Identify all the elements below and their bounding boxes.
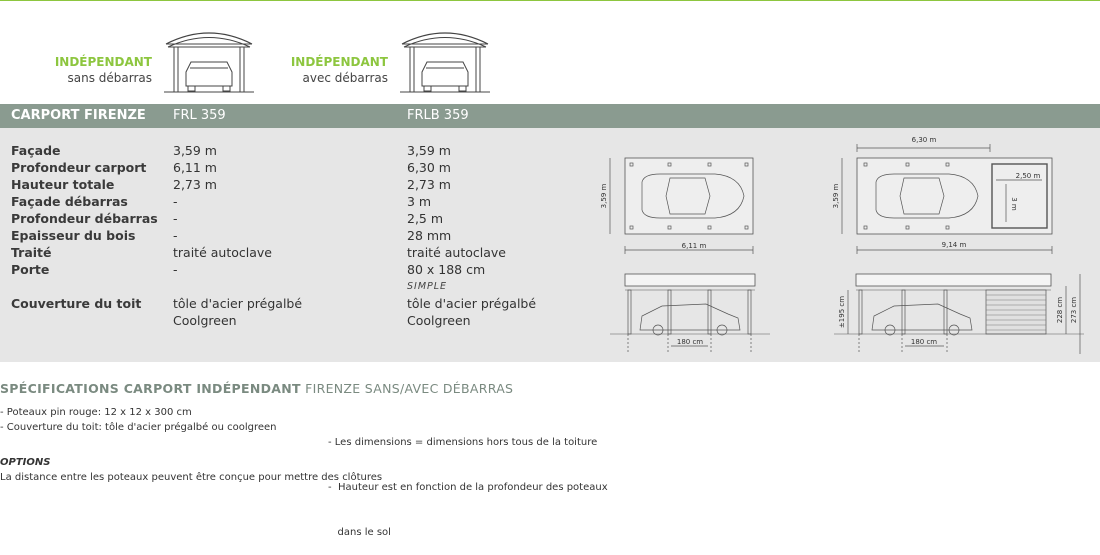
value: 6,11 m [173,160,217,175]
dim-depth: 3,59 m [600,183,608,209]
col2-values [407,142,536,329]
value: tôle d'acier prégalbé [407,296,537,311]
plan-view-sans-debarras [600,152,770,260]
value: 6,30 m [407,160,451,175]
door-type: SIMPLE [407,281,448,292]
value: 2,5 m [407,211,444,226]
label-facade-debarras: Façade débarras [11,194,128,209]
value: 80 x 188 cm [407,262,486,277]
variant-avec-debarras-title [276,54,388,86]
dim-top: 6,30 m [911,136,937,144]
elevation-avec-debarras [834,270,1084,356]
carport-front-icon [400,28,490,94]
table-header [0,104,1100,128]
value: Coolgreen [407,313,471,328]
value: tôle d'acier prégalbé [173,296,303,311]
value: 28 mm [407,228,452,243]
dim-depth: 3,59 m [832,183,840,209]
value: 2,73 m [407,177,451,192]
value: 3,59 m [173,143,217,158]
value: Coolgreen [173,313,237,328]
dim-height-b: 273 cm [1070,296,1078,324]
note-item: - Couverture du toit: tôle d'acier prégalbé ou coolgreen [0,422,277,433]
variant-sans-debarras-title [40,54,152,86]
top-divider [0,0,1100,1]
value: - [173,211,178,226]
spec-title-rest: FIRENZE SANS/AVEC DÉBARRAS [300,381,514,396]
label-traite: Traité [11,245,52,260]
plan-view-avec-debarras [830,132,1060,260]
note-item: dans le sol [328,527,391,538]
value: 3,59 m [407,143,451,158]
label-hauteur: Hauteur totale [11,177,115,192]
spec-table [0,128,1100,362]
specifications-title [0,381,513,396]
table-title: CARPORT FIRENZE [11,108,146,123]
value: traité autoclave [173,245,272,260]
dim-shed-width: 2,50 m [1015,172,1041,180]
variant-title: INDÉPENDANT [290,55,388,69]
label-porte: Porte [11,262,50,277]
carport-front-icon [164,28,254,94]
label-profondeur-debarras: Profondeur débarras [11,211,158,226]
spec-labels [11,142,158,312]
label-facade: Façade [11,143,61,158]
dim-clearance: 180 cm [676,338,704,346]
value: - [173,262,178,277]
label-epaisseur: Epaisseur du bois [11,228,136,243]
options-title: OPTIONS [0,457,51,468]
value: - [173,228,178,243]
dim-post-height: ±195 cm [838,295,846,329]
elevation-sans-debarras [610,270,770,356]
dim-clearance: 180 cm [910,338,938,346]
dim-height-a: 228 cm [1056,296,1064,324]
dim-width: 6,11 m [681,242,707,250]
variant-subtitle: avec débarras [302,71,388,85]
dim-total: 9,14 m [941,241,967,249]
note-item: - Poteaux pin rouge: 12 x 12 x 300 cm [0,407,192,418]
variant-subtitle: sans débarras [67,71,152,85]
value: 2,73 m [173,177,217,192]
value: 3 m [407,194,432,209]
dim-shed-depth: 3 m [1010,197,1018,211]
options-text: La distance entre les poteaux peuvent être conçue pour mettre des clôtures [0,472,383,483]
label-couverture: Couverture du toit [11,296,142,311]
note-item: - Les dimensions = dimensions hors tous de la toiture [328,437,598,448]
notes-left [0,405,276,435]
value: traité autoclave [407,245,506,260]
value: - [173,194,178,209]
note-item: - Hauteur est en fonction de la profondeur des poteaux [328,482,608,493]
col1-code: FRL 359 [173,108,226,123]
col1-values [173,142,302,329]
col2-code: FRLB 359 [407,108,469,123]
label-profondeur: Profondeur carport [11,160,147,175]
spec-title-bold: SPÉCIFICATIONS CARPORT INDÉPENDANT [0,381,301,396]
variant-title: INDÉPENDANT [54,55,152,69]
